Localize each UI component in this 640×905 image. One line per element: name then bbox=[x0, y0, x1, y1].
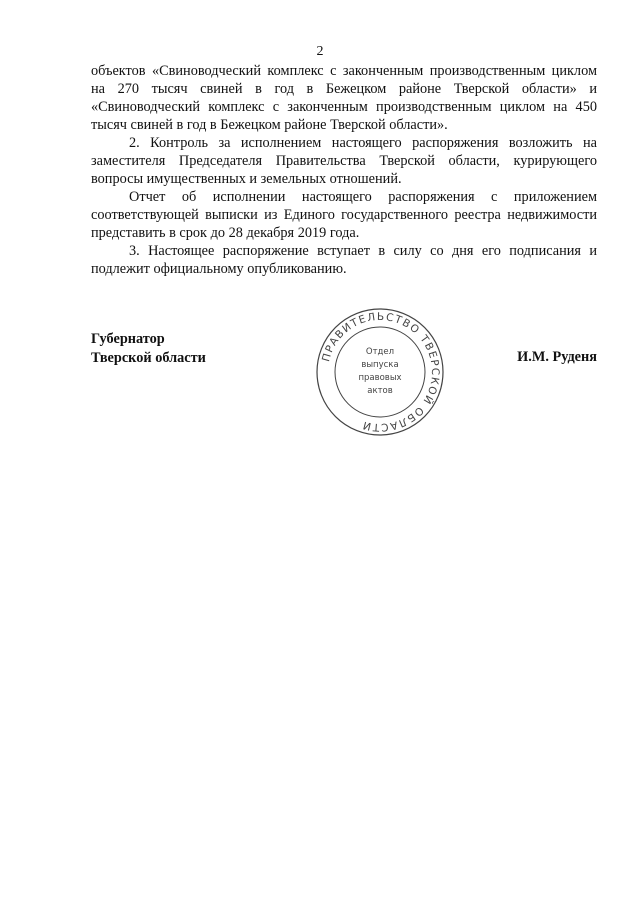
stamp-ring-text: ПРАВИТЕЛЬСТВО ТВЕРСКОЙ ОБЛАСТИ bbox=[320, 310, 442, 434]
stamp-center-text bbox=[358, 347, 401, 396]
svg-text:актов: актов bbox=[367, 386, 393, 396]
paragraph-item-2: 2. Контроль за исполнением настоящего распоряжения возложить на заместителя Председателя Правительства Тверской области, курирующего вопросы имущественных и земельных отношений. bbox=[91, 135, 597, 187]
signer-name: И.М. Руденя bbox=[517, 349, 597, 365]
paragraph-report: Отчет об исполнении настоящего распоряжения с приложением соответствующей выписки из Единого государственного реестра недвижимости представить в срок до 28 декабря 2019 года. bbox=[91, 189, 597, 241]
page-number: 2 bbox=[316, 44, 324, 59]
paragraph-continuation: объектов «Свиноводческий комплекс с законченным производственным циклом на 270 тысяч свиней в год в Бежецком районе Тверской области» и «Свиноводческий комплекс с законченным производственным циклом на 450 тысяч свиней в год в Бежецком районе Тверской области». bbox=[91, 63, 597, 133]
signer-title bbox=[91, 330, 206, 368]
stamp-inner-ring bbox=[335, 327, 425, 417]
svg-text:правовых: правовых bbox=[358, 373, 402, 383]
paragraph-item-3: 3. Настоящее распоряжение вступает в силу со дня его подписания и подлежит официальному опубликованию. bbox=[91, 243, 597, 277]
svg-text:выпуска: выпуска bbox=[361, 360, 399, 370]
document-body bbox=[91, 62, 597, 278]
signer-region: Тверской области bbox=[91, 350, 206, 366]
signer-position: Губернатор bbox=[91, 331, 165, 347]
stamp-outer-ring bbox=[317, 309, 443, 435]
svg-text:Отдел: Отдел bbox=[365, 347, 395, 357]
official-stamp bbox=[315, 307, 445, 437]
